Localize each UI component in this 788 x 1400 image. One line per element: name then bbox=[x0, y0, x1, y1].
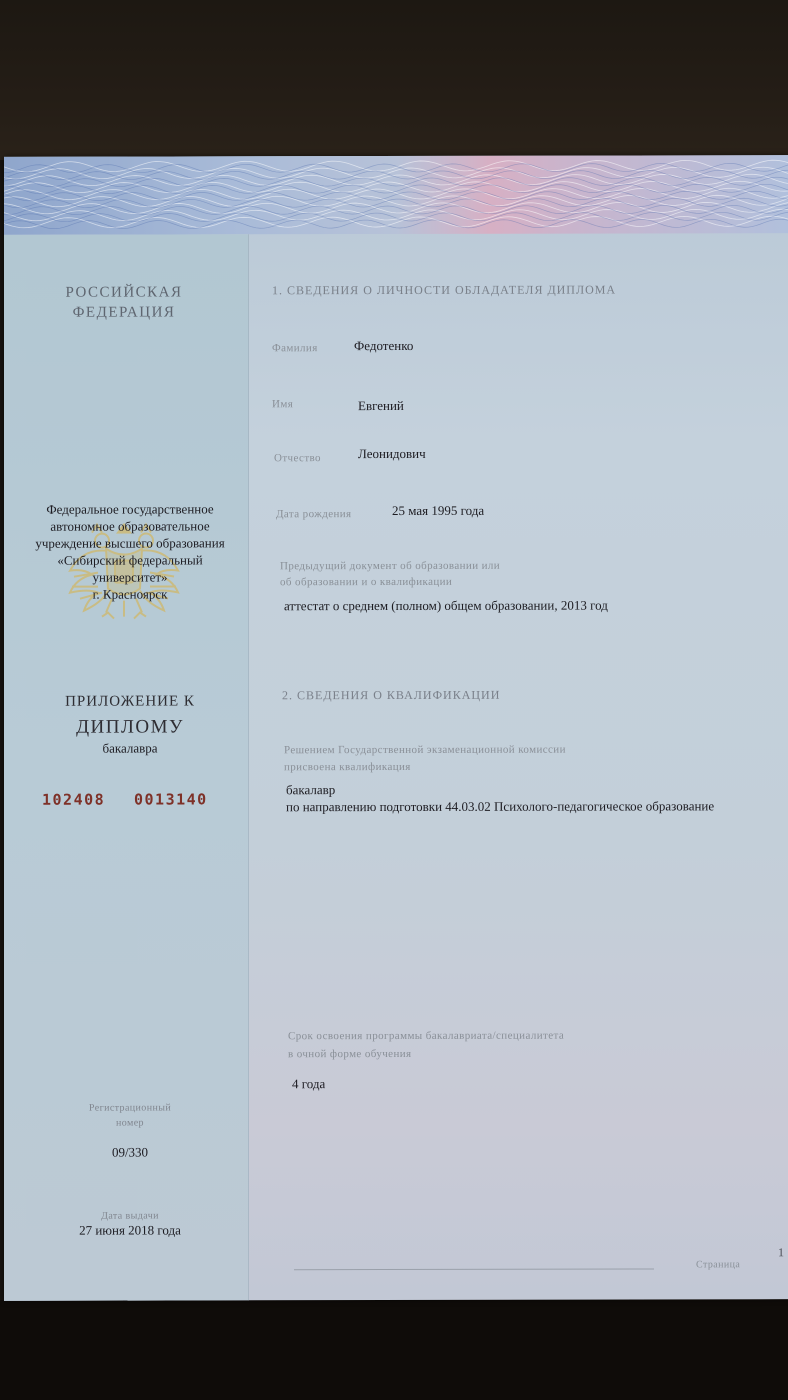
section1-title: 1. СВЕДЕНИЯ О ЛИЧНОСТИ ОБЛАДАТЕЛЯ ДИПЛОМА bbox=[272, 282, 617, 298]
country-name-line2: ФЕДЕРАЦИЯ bbox=[72, 304, 176, 321]
issue-date: 27 июня 2018 года bbox=[79, 1222, 181, 1238]
registration-number: 09/330 bbox=[111, 1144, 149, 1160]
institution-line: Федеральное государственное bbox=[46, 501, 214, 517]
guilloche-wave bbox=[4, 205, 788, 215]
degree-level: бакалавра bbox=[102, 740, 158, 756]
registration-label-line1: Регистрационный bbox=[88, 1102, 172, 1114]
footer-divider bbox=[294, 1268, 654, 1270]
institution-name bbox=[18, 500, 242, 602]
study-term-label-line1: Срок освоения программы бакалавриата/специалитета bbox=[288, 1029, 565, 1043]
previous-document-label-line1: Предыдущий документ об образовании или bbox=[280, 559, 501, 573]
registration-label-line2: номер bbox=[116, 1117, 144, 1129]
study-term-value: 4 года bbox=[292, 1076, 326, 1092]
left-column bbox=[4, 234, 249, 1301]
guilloche-band bbox=[4, 155, 788, 235]
direction-value: по направлению подготовки 44.03.02 Психолого-педагогическое образование bbox=[286, 798, 715, 815]
previous-document-value: аттестат о среднем (полном) общем образовании, 2013 год bbox=[284, 597, 608, 614]
guilloche-wave bbox=[4, 188, 788, 200]
name-label: Имя bbox=[272, 398, 294, 411]
institution-line: университет» bbox=[92, 569, 168, 585]
commission-decision-line1: Решением Государственной экзаменационной комиссии bbox=[284, 743, 566, 757]
section2-title: 2. СВЕДЕНИЯ О КВАЛИФИКАЦИИ bbox=[282, 687, 501, 703]
institution-line: учреждение высшего образования bbox=[35, 535, 225, 551]
institution-city: г. Красноярск bbox=[92, 586, 168, 602]
birth-date-value: 25 мая 1995 года bbox=[392, 502, 485, 519]
background-bottom bbox=[0, 1300, 788, 1400]
qualification-value: бакалавр bbox=[286, 782, 336, 798]
institution-line: автономное образовательное bbox=[50, 518, 210, 534]
page-label: Страница bbox=[696, 1259, 741, 1271]
guilloche-wave bbox=[4, 195, 788, 207]
issue-date-label: Дата выдачи bbox=[101, 1210, 159, 1222]
appendix-title-line1: ПРИЛОЖЕНИЕ К bbox=[65, 693, 195, 710]
serial-series: 102408 bbox=[42, 790, 106, 809]
serial-number: 0013140 bbox=[134, 790, 208, 809]
patronymic-label: Отчество bbox=[274, 452, 321, 465]
appendix-title-line2: ДИПЛОМУ bbox=[76, 716, 184, 738]
guilloche-wave bbox=[4, 184, 788, 194]
institution-line: «Сибирский федеральный bbox=[57, 552, 203, 568]
surname-value: Федотенко bbox=[354, 337, 414, 354]
patronymic-value: Леонидович bbox=[358, 445, 426, 462]
diploma-appendix-sheet bbox=[4, 155, 788, 1301]
birth-date-label: Дата рождения bbox=[276, 508, 352, 521]
surname-label: Фамилия bbox=[272, 342, 318, 355]
guilloche-wave bbox=[4, 177, 788, 187]
page-number: 1 bbox=[778, 1245, 784, 1260]
study-term-label-line2: в очной форме обучения bbox=[288, 1047, 412, 1061]
name-value: Евгений bbox=[358, 397, 404, 414]
commission-decision-line2: присвоена квалификация bbox=[284, 760, 411, 774]
previous-document-label-line2: об образовании и о квалификации bbox=[280, 575, 453, 589]
background-top bbox=[0, 0, 788, 160]
country-name-line1: РОССИЙСКАЯ bbox=[65, 284, 183, 301]
